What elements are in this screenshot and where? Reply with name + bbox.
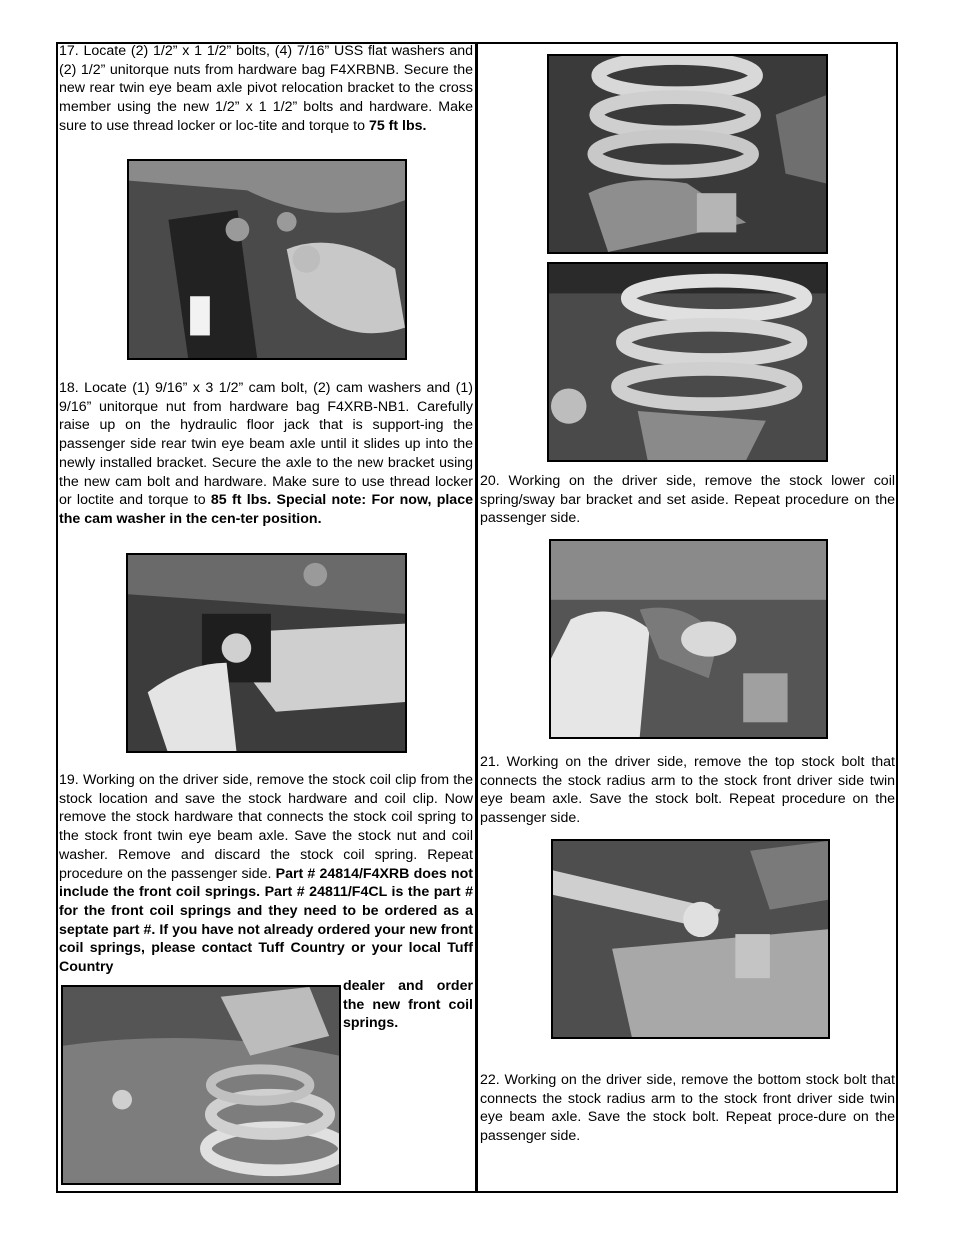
step-19-text: 19. Working on the driver side, remove the stock coil clip from the stock location and save the stock hardware and coil clip. Now remove the stock hardware that connects the stock coil spring to the stock front twin eye beam axle. Save the stock nut and coil washer. Remove and discard the stock coil spring. Repeat procedure on the passenger side. Part # 24814/F4XRB does not include the front coil springs. Part # 24811/F4CL is the part # for the front coil springs and they need to be ordered as a septate part #. If you have not already ordered your new front coil springs, please contact Tuff Country or your local Tuff Country xyxy=(59,772,473,976)
step-17-text: 17. Locate (2) 1/2” x 1 1/2” bolts, (4) 7/16” USS flat washers and (2) 1/2” unitorque nuts from hardware bag F4XRBNB. Secure the new rear twin eye beam axle pivot relocation bracket to the cross member using the new 1/2” x 1 1/2” bolts and hardware. Make sure to use thread locker or loc-tite and torque to 75 ft lbs. xyxy=(59,43,473,134)
step-20-text: 20. Working on the driver side, remove the stock lower coil spring/sway bar bracket and set aside. Repeat procedure on the passenger side. xyxy=(480,473,895,527)
step-22-text: 22. Working on the driver side, remove the bottom stock bolt that connects the stock radius arm to the stock front driver side twin eye beam axle. Save the stock bolt. Repeat proce-dure on the passenger side. xyxy=(480,1072,895,1145)
step-21-photo xyxy=(551,839,830,1039)
step-21-text: 21. Working on the driver side, remove the top stock bolt that connects the stock radius arm to the stock front driver side twin eye beam axle. Save the stock bolt. Repeat procedure on the passenger side. xyxy=(480,754,895,827)
step-20-photo xyxy=(549,539,828,739)
column-divider xyxy=(475,42,478,1193)
step-18-photo xyxy=(126,553,407,753)
coil-spring-photo-top xyxy=(547,54,828,254)
step-17-photo xyxy=(127,159,407,360)
step-19-photo xyxy=(61,985,341,1185)
coil-spring-photo-bottom xyxy=(547,262,828,462)
step-19-text-continued: dealer and order the new front coil springs. xyxy=(343,978,473,1032)
step-18-text: 18. Locate (1) 9/16” x 3 1/2” cam bolt, (2) cam washers and (1) 9/16” unitorque nut from hardware bag F4XRB-NB1. Carefully raise up on the hydraulic floor jack that is support-ing the passenger side rear twin eye beam axle until it slides up into the newly installed bracket. Secure the axle to the new bracket using the new cam bolt and hardware. Make sure to use thread locker or loctite and torque to 85 ft lbs. Special note: For now, place the cam washer in the cen-ter position. xyxy=(59,380,473,527)
